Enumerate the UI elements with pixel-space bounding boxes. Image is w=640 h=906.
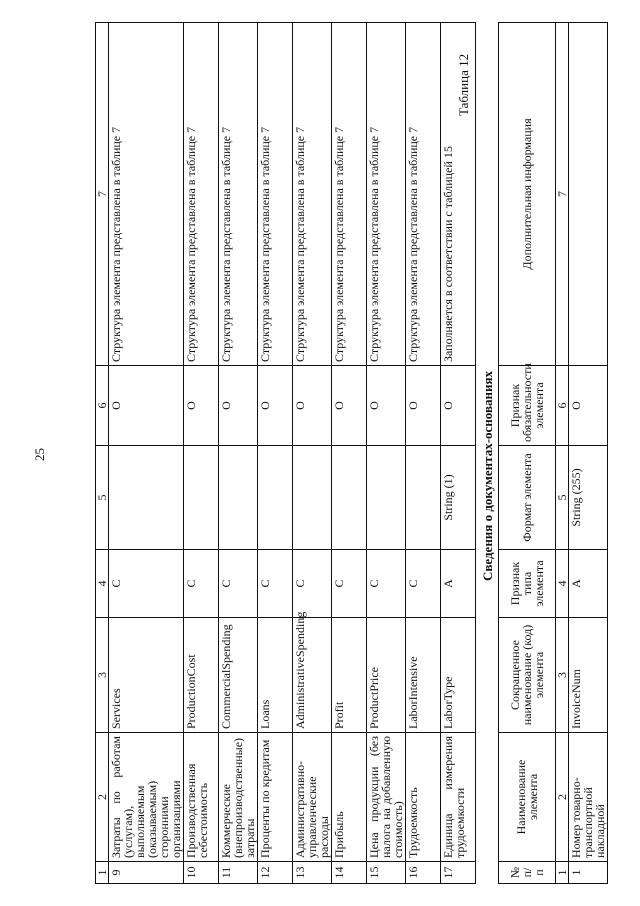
element-type: С — [109, 550, 184, 618]
element-structure-table — [95, 22, 476, 884]
column-number: 5 — [96, 446, 109, 550]
element-format — [109, 446, 184, 550]
row-number: 17 — [441, 862, 476, 884]
column-header: Сокращенное наименование (код) элемента — [499, 618, 556, 733]
element-info — [569, 23, 608, 366]
element-format — [184, 446, 219, 550]
element-format — [293, 446, 332, 550]
element-code: Profit — [332, 618, 367, 733]
element-name: Прибыль — [332, 733, 367, 862]
table-row — [184, 23, 219, 884]
column-number: 3 — [556, 618, 569, 733]
element-required: О — [219, 366, 258, 446]
table-row — [441, 23, 476, 884]
element-info: Структура элемента представлена в таблице 7 — [184, 23, 219, 366]
column-number: 4 — [556, 550, 569, 618]
element-type: С — [332, 550, 367, 618]
element-info: Структура элемента представлена в таблице 7 — [332, 23, 367, 366]
table-row — [258, 23, 293, 884]
element-name: Административно-управленческие расходы — [293, 733, 332, 862]
element-required: О — [406, 366, 441, 446]
table-label: Таблица 12 — [456, 53, 471, 116]
column-header: Признак обязательности элемента — [499, 366, 556, 446]
element-required: О — [441, 366, 476, 446]
column-number: 1 — [556, 862, 569, 884]
element-type: С — [258, 550, 293, 618]
element-type: С — [293, 550, 332, 618]
element-code: LaborType — [441, 618, 476, 733]
table-row — [367, 23, 406, 884]
row-number: 11 — [219, 862, 258, 884]
column-header: Формат элемента — [499, 446, 556, 550]
element-type: С — [406, 550, 441, 618]
table-row — [406, 23, 441, 884]
element-name: Проценты по кредитам — [258, 733, 293, 862]
column-number-row — [96, 23, 109, 884]
element-format: String (255) — [569, 446, 608, 550]
element-required: О — [332, 366, 367, 446]
element-code: InvoiceNum — [569, 618, 608, 733]
column-number: 6 — [556, 366, 569, 446]
element-format — [219, 446, 258, 550]
element-code: Services — [109, 618, 184, 733]
element-required: О — [569, 366, 608, 446]
element-code: ProductionCost — [184, 618, 219, 733]
column-number: 7 — [96, 23, 109, 366]
column-number: 2 — [96, 733, 109, 862]
element-format — [367, 446, 406, 550]
element-code: LaborIntensive — [406, 618, 441, 733]
element-format — [406, 446, 441, 550]
element-info: Структура элемента представлена в таблице 7 — [367, 23, 406, 366]
element-name: Единица измерения трудоемкости — [441, 733, 476, 862]
element-name: Трудоемкость — [406, 733, 441, 862]
element-format: String (1) — [441, 446, 476, 550]
row-number: 12 — [258, 862, 293, 884]
column-number: 4 — [96, 550, 109, 618]
column-number: 5 — [556, 446, 569, 550]
column-header: № п/п — [499, 862, 556, 884]
element-required: О — [258, 366, 293, 446]
element-type: С — [219, 550, 258, 618]
column-number: 2 — [556, 733, 569, 862]
element-info: Структура элемента представлена в таблице 7 — [219, 23, 258, 366]
column-header: Наименование элемента — [499, 733, 556, 862]
element-name: Цена продукции (без налога на добавленную стоимость) — [367, 733, 406, 862]
element-info: Структура элемента представлена в таблице 7 — [258, 23, 293, 366]
column-header: Признак типа элемента — [499, 550, 556, 618]
element-required: О — [367, 366, 406, 446]
source-documents-table — [498, 22, 608, 884]
element-required: О — [109, 366, 184, 446]
element-info: Структура элемента представлена в таблице 7 — [293, 23, 332, 366]
header-row — [499, 23, 556, 884]
element-name: Номер товарно-транспортной накладной — [569, 733, 608, 862]
element-code: CommercialSpending — [219, 618, 258, 733]
element-type: С — [184, 550, 219, 618]
element-required: О — [184, 366, 219, 446]
element-info: Заполняется в соответствии с таблицей 15 — [441, 23, 476, 366]
row-number: 13 — [293, 862, 332, 884]
element-name: Затраты по работам (услугам), выполняемым (оказываемым) сторонними организациями — [109, 733, 184, 862]
element-type: С — [367, 550, 406, 618]
table-row — [569, 23, 608, 884]
page-number: 25 — [32, 448, 47, 461]
table-row — [293, 23, 332, 884]
column-header: Дополнительная информация — [499, 23, 556, 366]
element-format — [258, 446, 293, 550]
row-number: 16 — [406, 862, 441, 884]
column-number: 6 — [96, 366, 109, 446]
table-row — [219, 23, 258, 884]
row-number: 10 — [184, 862, 219, 884]
element-format — [332, 446, 367, 550]
column-number-row — [556, 23, 569, 884]
element-name: Производственная себестоимость — [184, 733, 219, 862]
column-number: 7 — [556, 23, 569, 366]
element-info: Структура элемента представлена в таблице 7 — [406, 23, 441, 366]
element-type: А — [441, 550, 476, 618]
row-number: 14 — [332, 862, 367, 884]
element-code: ProductPrice — [367, 618, 406, 733]
row-number: 9 — [109, 862, 184, 884]
element-info: Структура элемента представлена в таблице 7 — [109, 23, 184, 366]
column-number: 3 — [96, 618, 109, 733]
table-caption: Сведения о документах-основаниях — [480, 370, 495, 582]
table-row — [109, 23, 184, 884]
element-type: А — [569, 550, 608, 618]
row-number: 1 — [569, 862, 608, 884]
table-row — [332, 23, 367, 884]
element-code: Loans — [258, 618, 293, 733]
column-number: 1 — [96, 862, 109, 884]
element-code: AdministrativeSpending — [293, 618, 332, 733]
element-required: О — [293, 366, 332, 446]
element-name: Коммерческие (внепроизводственные) затраты — [219, 733, 258, 862]
row-number: 15 — [367, 862, 406, 884]
